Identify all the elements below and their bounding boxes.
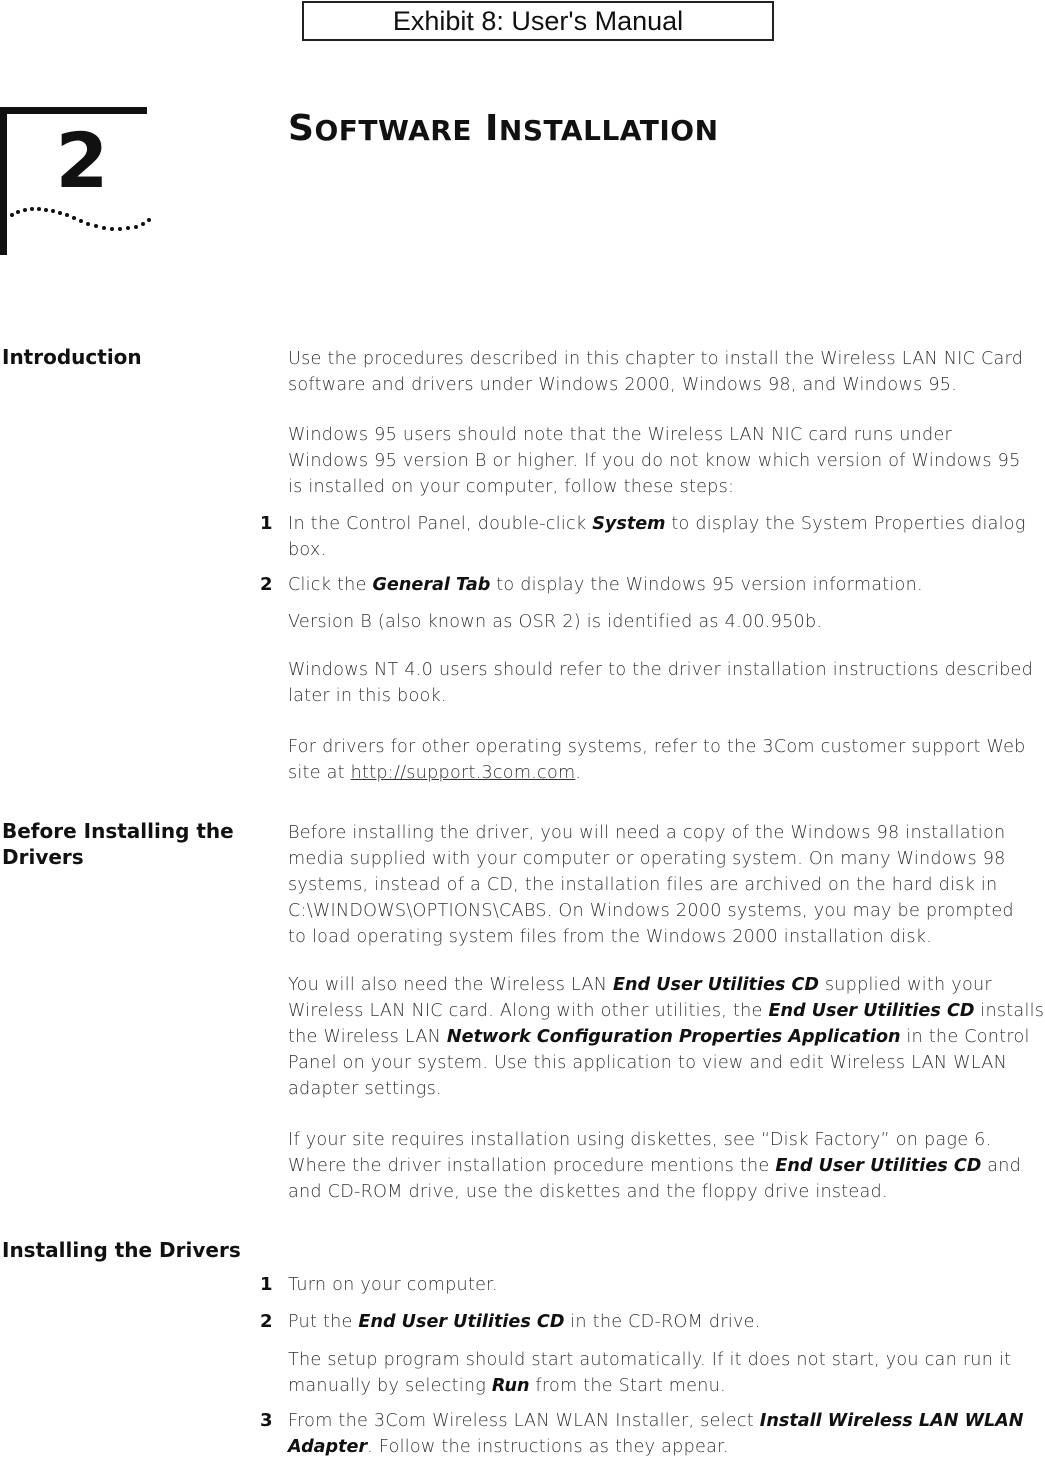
step-number: 2 [260, 1311, 273, 1332]
dotted-curve-icon [8, 205, 158, 235]
install-step-3: From the 3Com Wireless LAN WLAN Installer, select Install Wireless LAN WLAN Adapter. Follow the instructions as they appear. [288, 1411, 1024, 1457]
intro-step-1: In the Control Panel, double-click System to display the System Properties dialog box. [288, 514, 1026, 560]
chapter-number: 2 [55, 116, 109, 205]
before-paragraph-2: You will also need the Wireless LAN End User Utilities CD supplied with your Wireless LAN NIC card. Along with other utilities, the End User Utilities CD installs the Wireless LAN Network Configuration Properties Application in the Control Panel on your system. Use this application to view and edit Wireless LAN WLAN adapter settings. [288, 975, 1045, 1099]
step-number: 1 [260, 513, 273, 534]
chapter-title: SOFTWARE INSTALLATION [288, 108, 719, 149]
section-heading-introduction: Introduction [2, 345, 142, 369]
before-paragraph-3: If your site requires installation using diskettes, see “Disk Factory” on page 6. Where the driver installation procedure mentions the End User Utilities CD and and CD-ROM drive, use the diskettes and the floppy drive instead. [288, 1130, 1022, 1202]
install-step-1: Turn on your computer. [288, 1275, 498, 1295]
intro-step-2: Click the General Tab to display the Windows 95 version information. [288, 575, 923, 595]
intro-paragraph-3: Windows NT 4.0 users should refer to the driver installation instructions described later in this book. [288, 660, 1034, 706]
step-number: 2 [260, 574, 273, 595]
exhibit-label: Exhibit 8: User's Manual [302, 1, 774, 41]
step-number: 1 [260, 1274, 273, 1295]
intro-paragraph-1: Use the procedures described in this chapter to install the Wireless LAN NIC Card software and drivers under Windows 2000, Windows 98, and Windows 95. [288, 349, 1024, 395]
install-step-2: Put the End User Utilities CD in the CD-ROM drive. [288, 1312, 761, 1332]
chapter-bar-top [0, 107, 147, 114]
support-link[interactable]: http://support.3com.com [350, 763, 576, 783]
chapter-bar-left [0, 107, 7, 255]
step-number: 3 [260, 1410, 273, 1431]
intro-paragraph-2: Windows 95 users should note that the Wireless LAN NIC card runs under Windows 95 version B or higher. If you do not know which version of Windows 95 is installed on your computer, follow these steps: [288, 425, 1021, 497]
section-heading-installing: Installing the Drivers [2, 1238, 241, 1262]
section-heading-before-installing: Before Installing the Drivers [2, 819, 234, 869]
intro-step-2-note: Version B (also known as OSR 2) is identified as 4.00.950b. [288, 612, 823, 632]
intro-paragraph-4: For drivers for other operating systems, refer to the 3Com customer support Web site at http://support.3com.com. [288, 737, 1026, 783]
install-step-2-note: The setup program should start automatically. If it does not start, you can run it manually by selecting Run from the Start menu. [288, 1350, 1012, 1396]
before-paragraph-1: Before installing the driver, you will need a copy of the Windows 98 installation media supplied with your computer or operating system. On many Windows 98 systems, instead of a CD, the installation files are archived on the hard disk in C:\WINDOWS\OPTIONS\CABS. On Windows 2000 systems, you may be prompted to load operating system files from the Windows 2000 installation disk. [288, 823, 1014, 947]
